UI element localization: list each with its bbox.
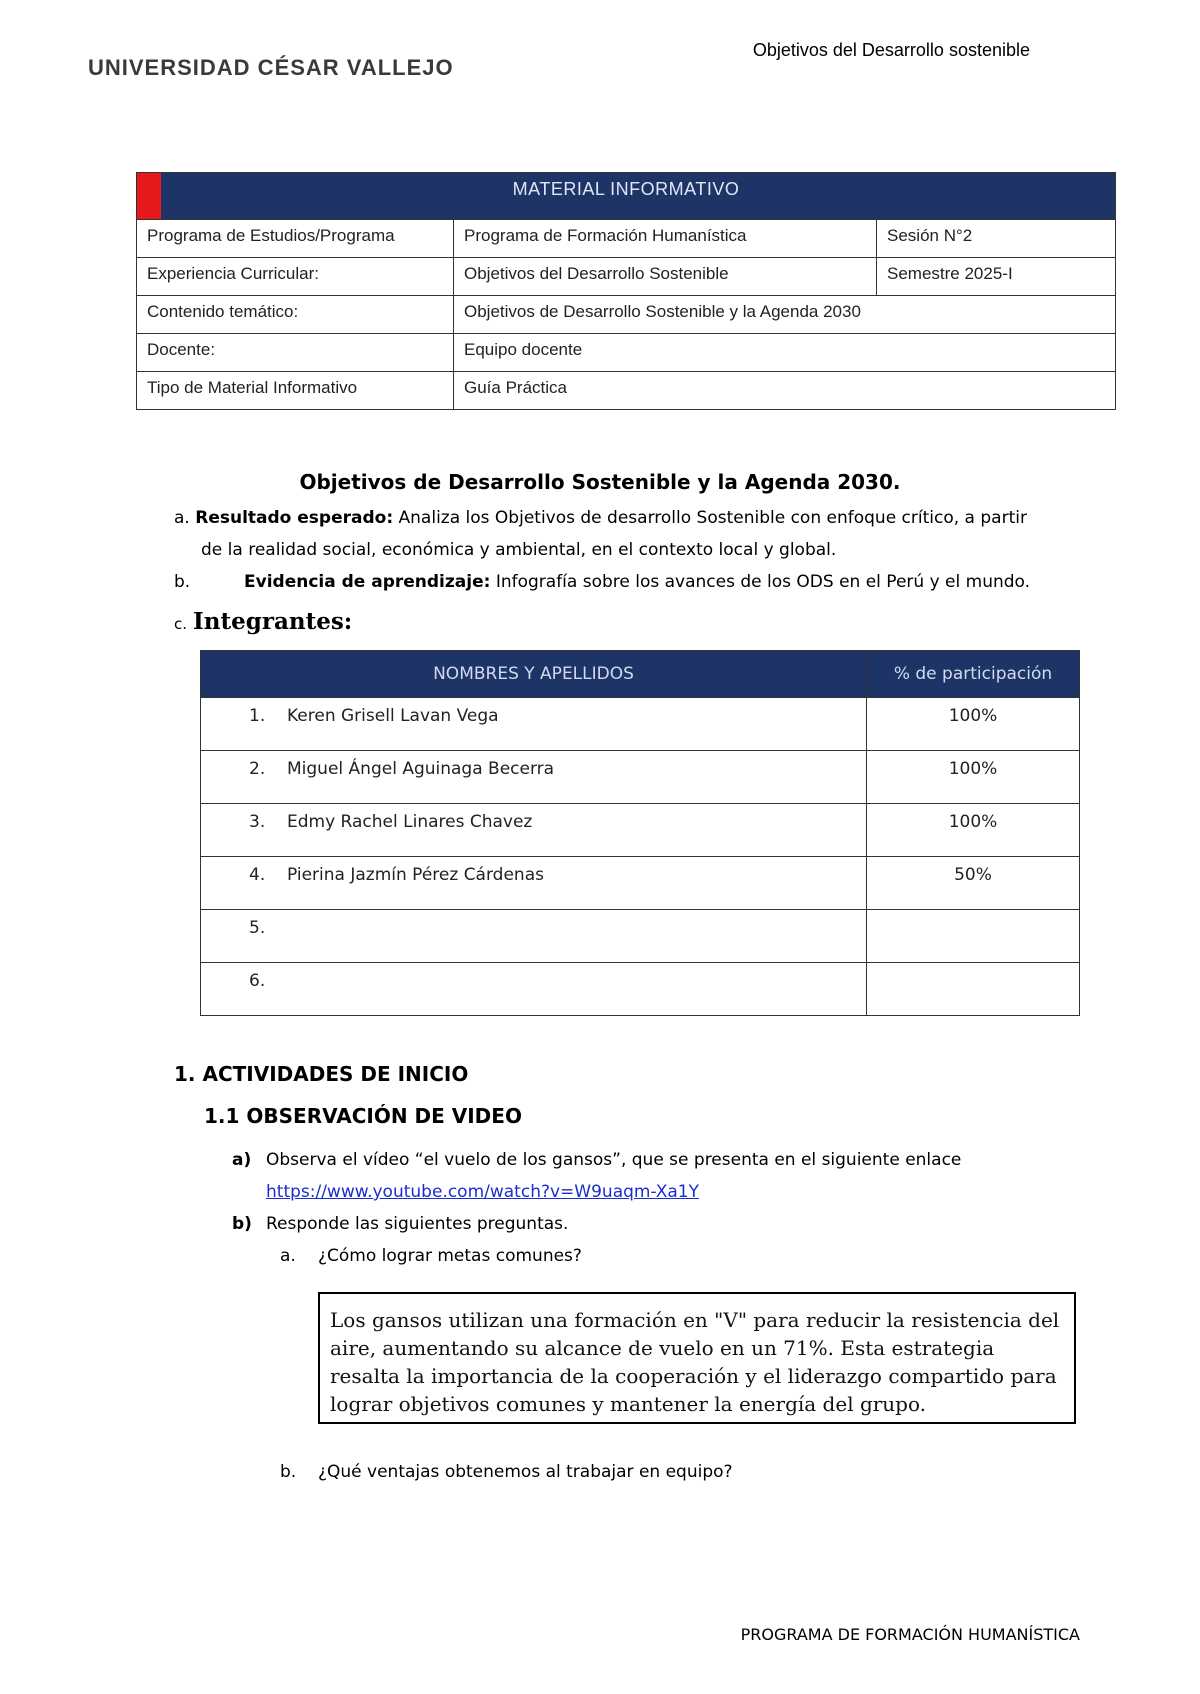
- activity-a-text: Observa el vídeo “el vuelo de los gansos”, que se presenta en el siguiente enlace: [266, 1150, 962, 1170]
- member-percentage: 50%: [867, 857, 1080, 910]
- header-title: Objetivos del Desarrollo sostenible: [752, 40, 1030, 60]
- info-row: [137, 258, 1116, 296]
- member-name: 4. Pierina Jazmín Pérez Cárdenas: [201, 857, 867, 910]
- info-cell: Objetivos de Desarrollo Sostenible y la Agenda 2030: [454, 296, 1116, 334]
- table-row: [201, 751, 1080, 804]
- table-row: [201, 857, 1080, 910]
- member-percentage: [867, 963, 1080, 1016]
- info-cell: Objetivos del Desarrollo Sostenible: [454, 258, 877, 296]
- members-header-pct: % de participación: [867, 651, 1080, 698]
- question-a: [280, 1240, 582, 1272]
- question-a-text: ¿Cómo lograr metas comunes?: [318, 1246, 582, 1266]
- info-cell: Equipo docente: [454, 334, 1116, 372]
- learning-evidence: [174, 566, 1030, 598]
- expected-result-text: Analiza los Objetivos de desarrollo Sostenible con enfoque crítico, a partir: [398, 508, 1027, 528]
- table-row: [201, 804, 1080, 857]
- members-header-name: NOMBRES Y APELLIDOS: [201, 651, 867, 698]
- item-label: b.: [174, 572, 191, 592]
- question-b: [280, 1456, 733, 1488]
- members-heading: c. Integrantes:: [174, 608, 353, 635]
- info-cell: Semestre 2025-I: [877, 258, 1116, 296]
- member-name: 1. Keren Grisell Lavan Vega: [201, 698, 867, 751]
- activity-a: [232, 1144, 961, 1176]
- activity-b-text: Responde las siguientes preguntas.: [266, 1214, 569, 1234]
- info-cell: Tipo de Material Informativo: [137, 372, 454, 410]
- info-row: [137, 220, 1116, 258]
- info-cell: Experiencia Curricular:: [137, 258, 454, 296]
- info-row: [137, 334, 1116, 372]
- video-link-row: [266, 1176, 699, 1208]
- learning-evidence-text: Infografía sobre los avances de los ODS en el Perú y el mundo.: [495, 572, 1031, 592]
- info-cell: Programa de Formación Humanística: [454, 220, 877, 258]
- university-name: UNIVERSIDAD CÉSAR VALLEJO: [88, 55, 454, 80]
- expected-result-continued: de la realidad social, económica y ambiental, en el contexto local y global.: [201, 540, 837, 560]
- table-row: [201, 910, 1080, 963]
- activity-b: [232, 1208, 568, 1240]
- members-table: [200, 650, 1080, 1016]
- info-table-heading: MATERIAL INFORMATIVO: [137, 173, 1116, 220]
- member-name: 3. Edmy Rachel Linares Chavez: [201, 804, 867, 857]
- document-title: Objetivos de Desarrollo Sostenible y la Agenda 2030.: [299, 470, 901, 494]
- info-table: [136, 172, 1116, 410]
- section-heading: 1. ACTIVIDADES DE INICIO: [174, 1062, 469, 1086]
- university-logo: [76, 38, 454, 98]
- info-cell: Sesión N°2: [877, 220, 1116, 258]
- item-label: a.: [174, 508, 190, 528]
- table-row: [201, 698, 1080, 751]
- info-row: [137, 372, 1116, 410]
- member-percentage: 100%: [867, 804, 1080, 857]
- video-link[interactable]: https://www.youtube.com/watch?v=W9uaqm-Xa1Y: [266, 1182, 700, 1202]
- info-row: [137, 296, 1116, 334]
- member-percentage: [867, 910, 1080, 963]
- item-label: b): [232, 1214, 252, 1234]
- info-cell: Docente:: [137, 334, 454, 372]
- item-label: b.: [280, 1462, 297, 1482]
- member-percentage: 100%: [867, 751, 1080, 804]
- info-cell: Programa de Estudios/Programa: [137, 220, 454, 258]
- red-accent-mark: [137, 173, 161, 219]
- info-cell: Contenido temático:: [137, 296, 454, 334]
- question-b-text: ¿Qué ventajas obtenemos al trabajar en equipo?: [318, 1462, 733, 1482]
- item-label: a.: [280, 1246, 296, 1266]
- member-name: 6.: [201, 963, 867, 1016]
- answer-text-box[interactable]: Los gansos utilizan una formación en "V" para reducir la resistencia del aire, aumentando su alcance de vuelo en un 71%. Esta estrategia resalta la importancia de la cooperación y el liderazgo compartido para lograr objetivos comunes y mantener la energía del grupo.: [318, 1292, 1076, 1424]
- learning-evidence-label: Evidencia de aprendizaje:: [244, 572, 491, 592]
- item-label: c.: [174, 615, 188, 633]
- subsection-heading: 1.1 OBSERVACIÓN DE VIDEO: [204, 1104, 522, 1128]
- table-row: [201, 963, 1080, 1016]
- expected-result-label: Resultado esperado:: [195, 508, 394, 528]
- item-label: a): [232, 1150, 252, 1170]
- expected-result: [174, 502, 1027, 534]
- member-percentage: 100%: [867, 698, 1080, 751]
- page-footer: PROGRAMA DE FORMACIÓN HUMANÍSTICA: [740, 1625, 1080, 1644]
- member-name: 5.: [201, 910, 867, 963]
- info-cell: Guía Práctica: [454, 372, 1116, 410]
- member-name: 2. Miguel Ángel Aguinaga Becerra: [201, 751, 867, 804]
